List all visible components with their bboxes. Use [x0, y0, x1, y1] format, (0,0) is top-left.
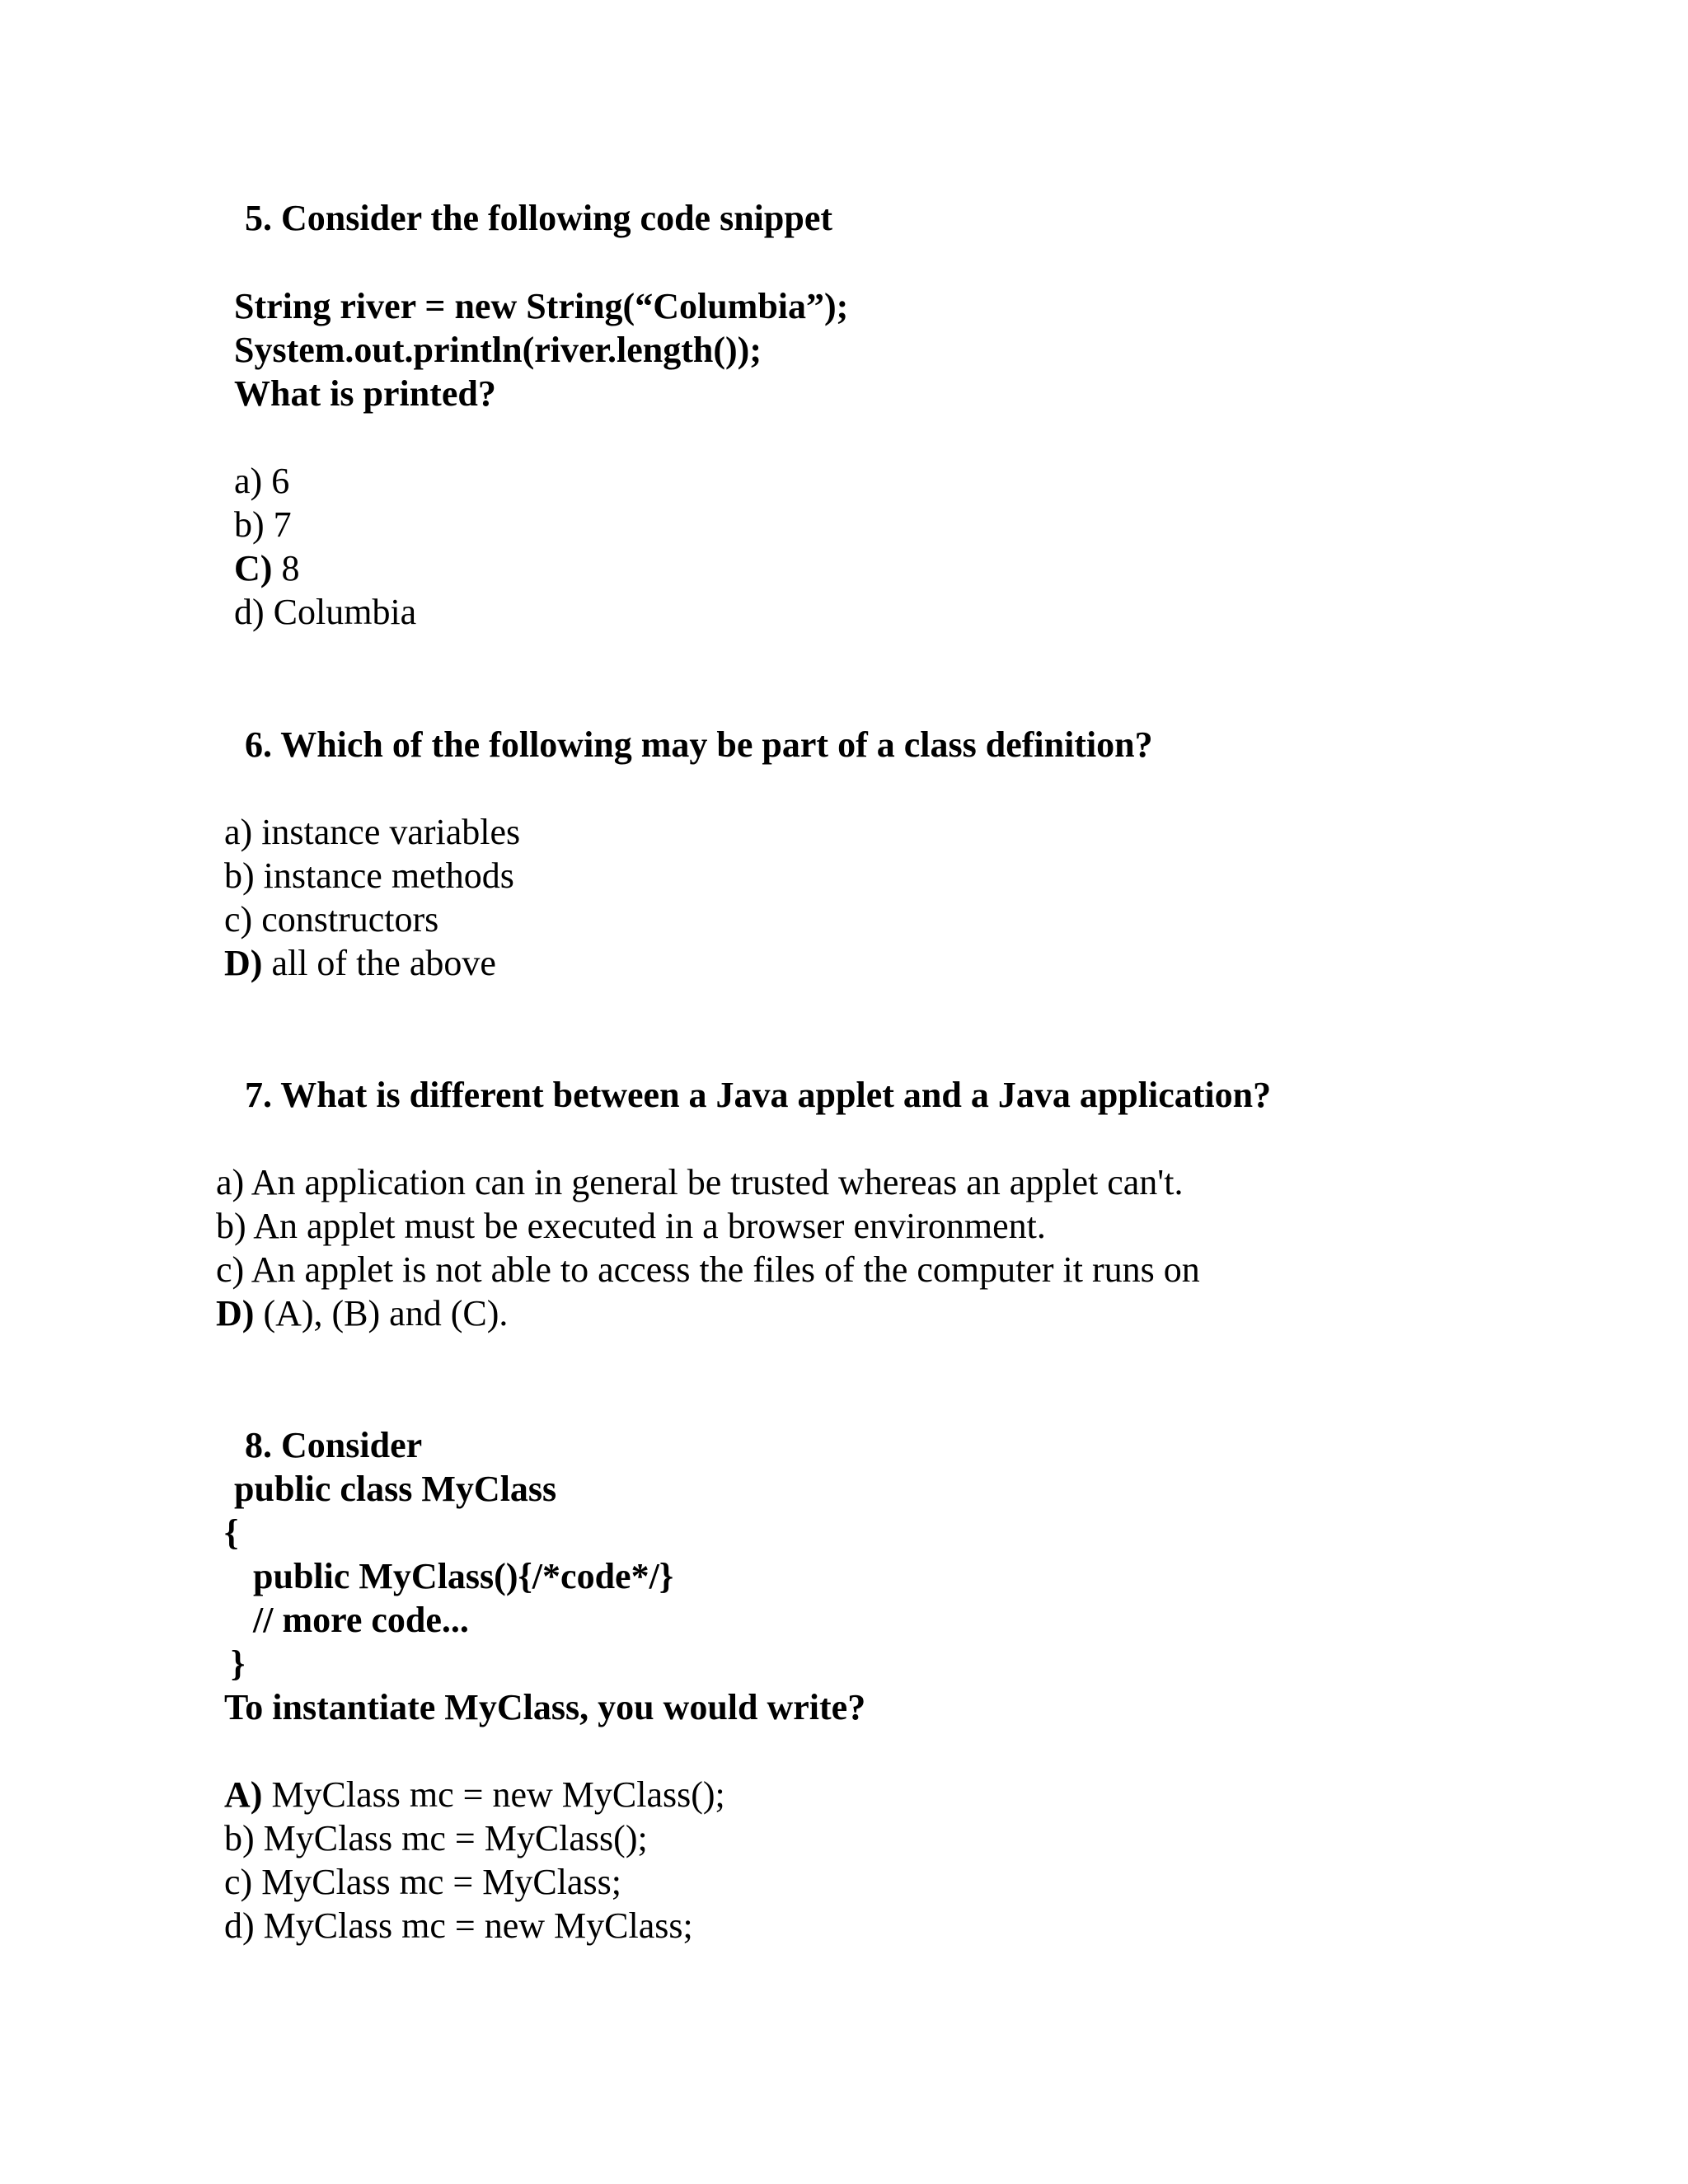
- question-7-option-c: c) An applet is not able to access the files of the computer it runs on: [216, 1249, 1200, 1290]
- question-7-option-b: b) An applet must be executed in a browser environment.: [216, 1206, 1046, 1246]
- question-5-code-line: System.out.println(river.length());: [234, 330, 762, 370]
- question-5-option-d: d) Columbia: [234, 592, 417, 632]
- correct-answer-marker: D): [216, 1293, 255, 1333]
- question-8-code-line: }: [231, 1643, 246, 1684]
- question-6-option-c: c) constructors: [224, 899, 439, 940]
- question-8-prompt: To instantiate MyClass, you would write?: [224, 1687, 866, 1727]
- correct-answer-marker: C): [234, 548, 273, 588]
- question-6-heading: 6. Which of the following may be part of a class definition?: [245, 724, 1153, 765]
- question-8-heading: 8. Consider: [245, 1425, 423, 1465]
- question-6-option-d-correct: D) all of the above: [224, 943, 496, 983]
- question-8-option-b: b) MyClass mc = MyClass();: [224, 1818, 648, 1858]
- question-8-code-line: {: [224, 1512, 239, 1553]
- question-8-code-line: // more code...: [253, 1600, 469, 1640]
- question-6-option-a: a) instance variables: [224, 812, 521, 852]
- question-8-option-a-correct: A) MyClass mc = new MyClass();: [224, 1774, 725, 1815]
- question-5-code-line: String river = new String(“Columbia”);: [234, 286, 849, 326]
- question-8-option-d: d) MyClass mc = new MyClass;: [224, 1905, 693, 1946]
- question-7-option-d-correct: D) (A), (B) and (C).: [216, 1293, 509, 1333]
- question-6-option-b: b) instance methods: [224, 855, 514, 896]
- question-5-prompt: What is printed?: [234, 373, 496, 414]
- question-5-option-a: a) 6: [234, 461, 290, 501]
- question-5-heading: 5. Consider the following code snippet: [245, 198, 833, 238]
- correct-answer-marker: A): [224, 1774, 263, 1815]
- question-5-option-b: b) 7: [234, 504, 292, 545]
- question-8-code-line: public class MyClass: [234, 1469, 557, 1509]
- question-5-option-c-correct: C) 8: [234, 548, 300, 588]
- question-8-code-line: public MyClass(){/*code*/}: [253, 1556, 674, 1596]
- question-7-heading: 7. What is different between a Java applet and a Java application?: [245, 1075, 1272, 1115]
- question-8-option-c: c) MyClass mc = MyClass;: [224, 1862, 621, 1902]
- correct-answer-marker: D): [224, 943, 263, 983]
- question-7-option-a: a) An application can in general be trusted whereas an applet can't.: [216, 1162, 1184, 1202]
